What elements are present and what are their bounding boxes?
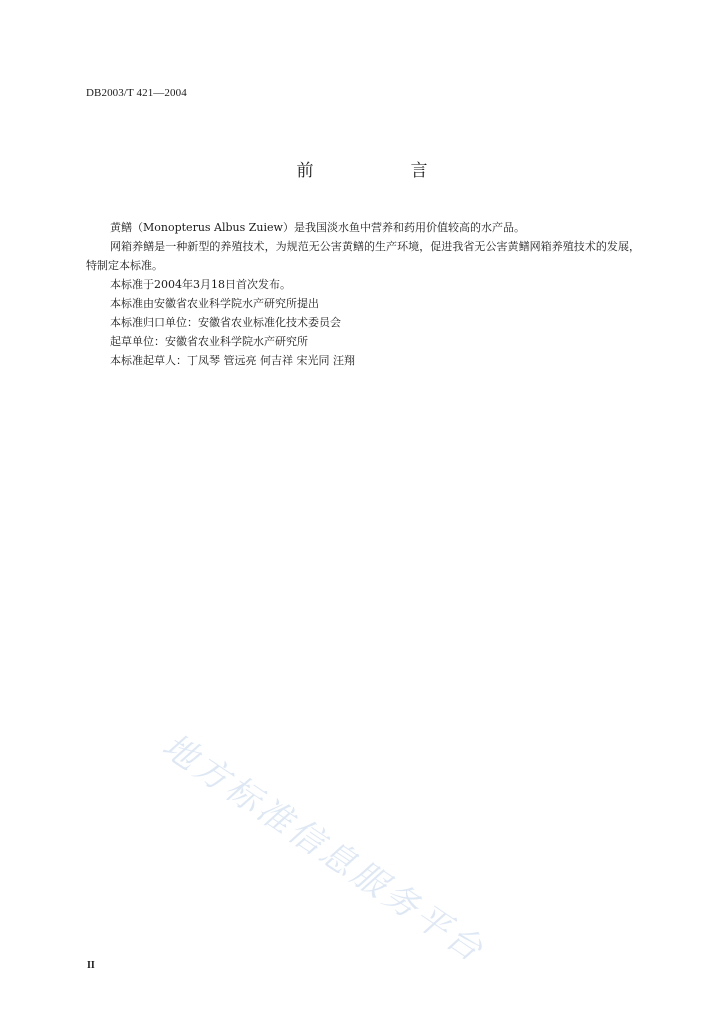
paragraph: 起草单位：安徽省农业科学院水产研究所 bbox=[110, 335, 308, 348]
paragraph: 网箱养鳝是一种新型的养殖技术，为规范无公害黄鳝的生产环境，促进我省无公害黄鳝网箱养殖技术的发展，特制定本标准。 bbox=[86, 240, 640, 272]
paragraph: 本标准归口单位：安徽省农业标准化技术委员会 bbox=[110, 316, 341, 329]
paragraph: 本标准起草人：丁凤琴 管远亮 何吉祥 宋光同 汪翔 bbox=[110, 354, 355, 367]
paragraph: 本标准于2004年3月18日首次发布。 bbox=[110, 278, 291, 291]
section-title: 前 言 bbox=[296, 161, 468, 181]
watermark: 地方标准信息服务平台 bbox=[154, 725, 493, 972]
paragraph: 本标准由安徽省农业科学院水产研究所提出 bbox=[110, 297, 319, 310]
document-code: DB2003/T 421—2004 bbox=[86, 87, 187, 99]
paragraph: 黄鳝（Monopterus Albus Zuiew）是我国淡水鱼中营养和药用价值较高的水产品。 bbox=[110, 221, 525, 234]
page-number: II bbox=[87, 960, 95, 971]
foreword-body bbox=[86, 218, 640, 370]
